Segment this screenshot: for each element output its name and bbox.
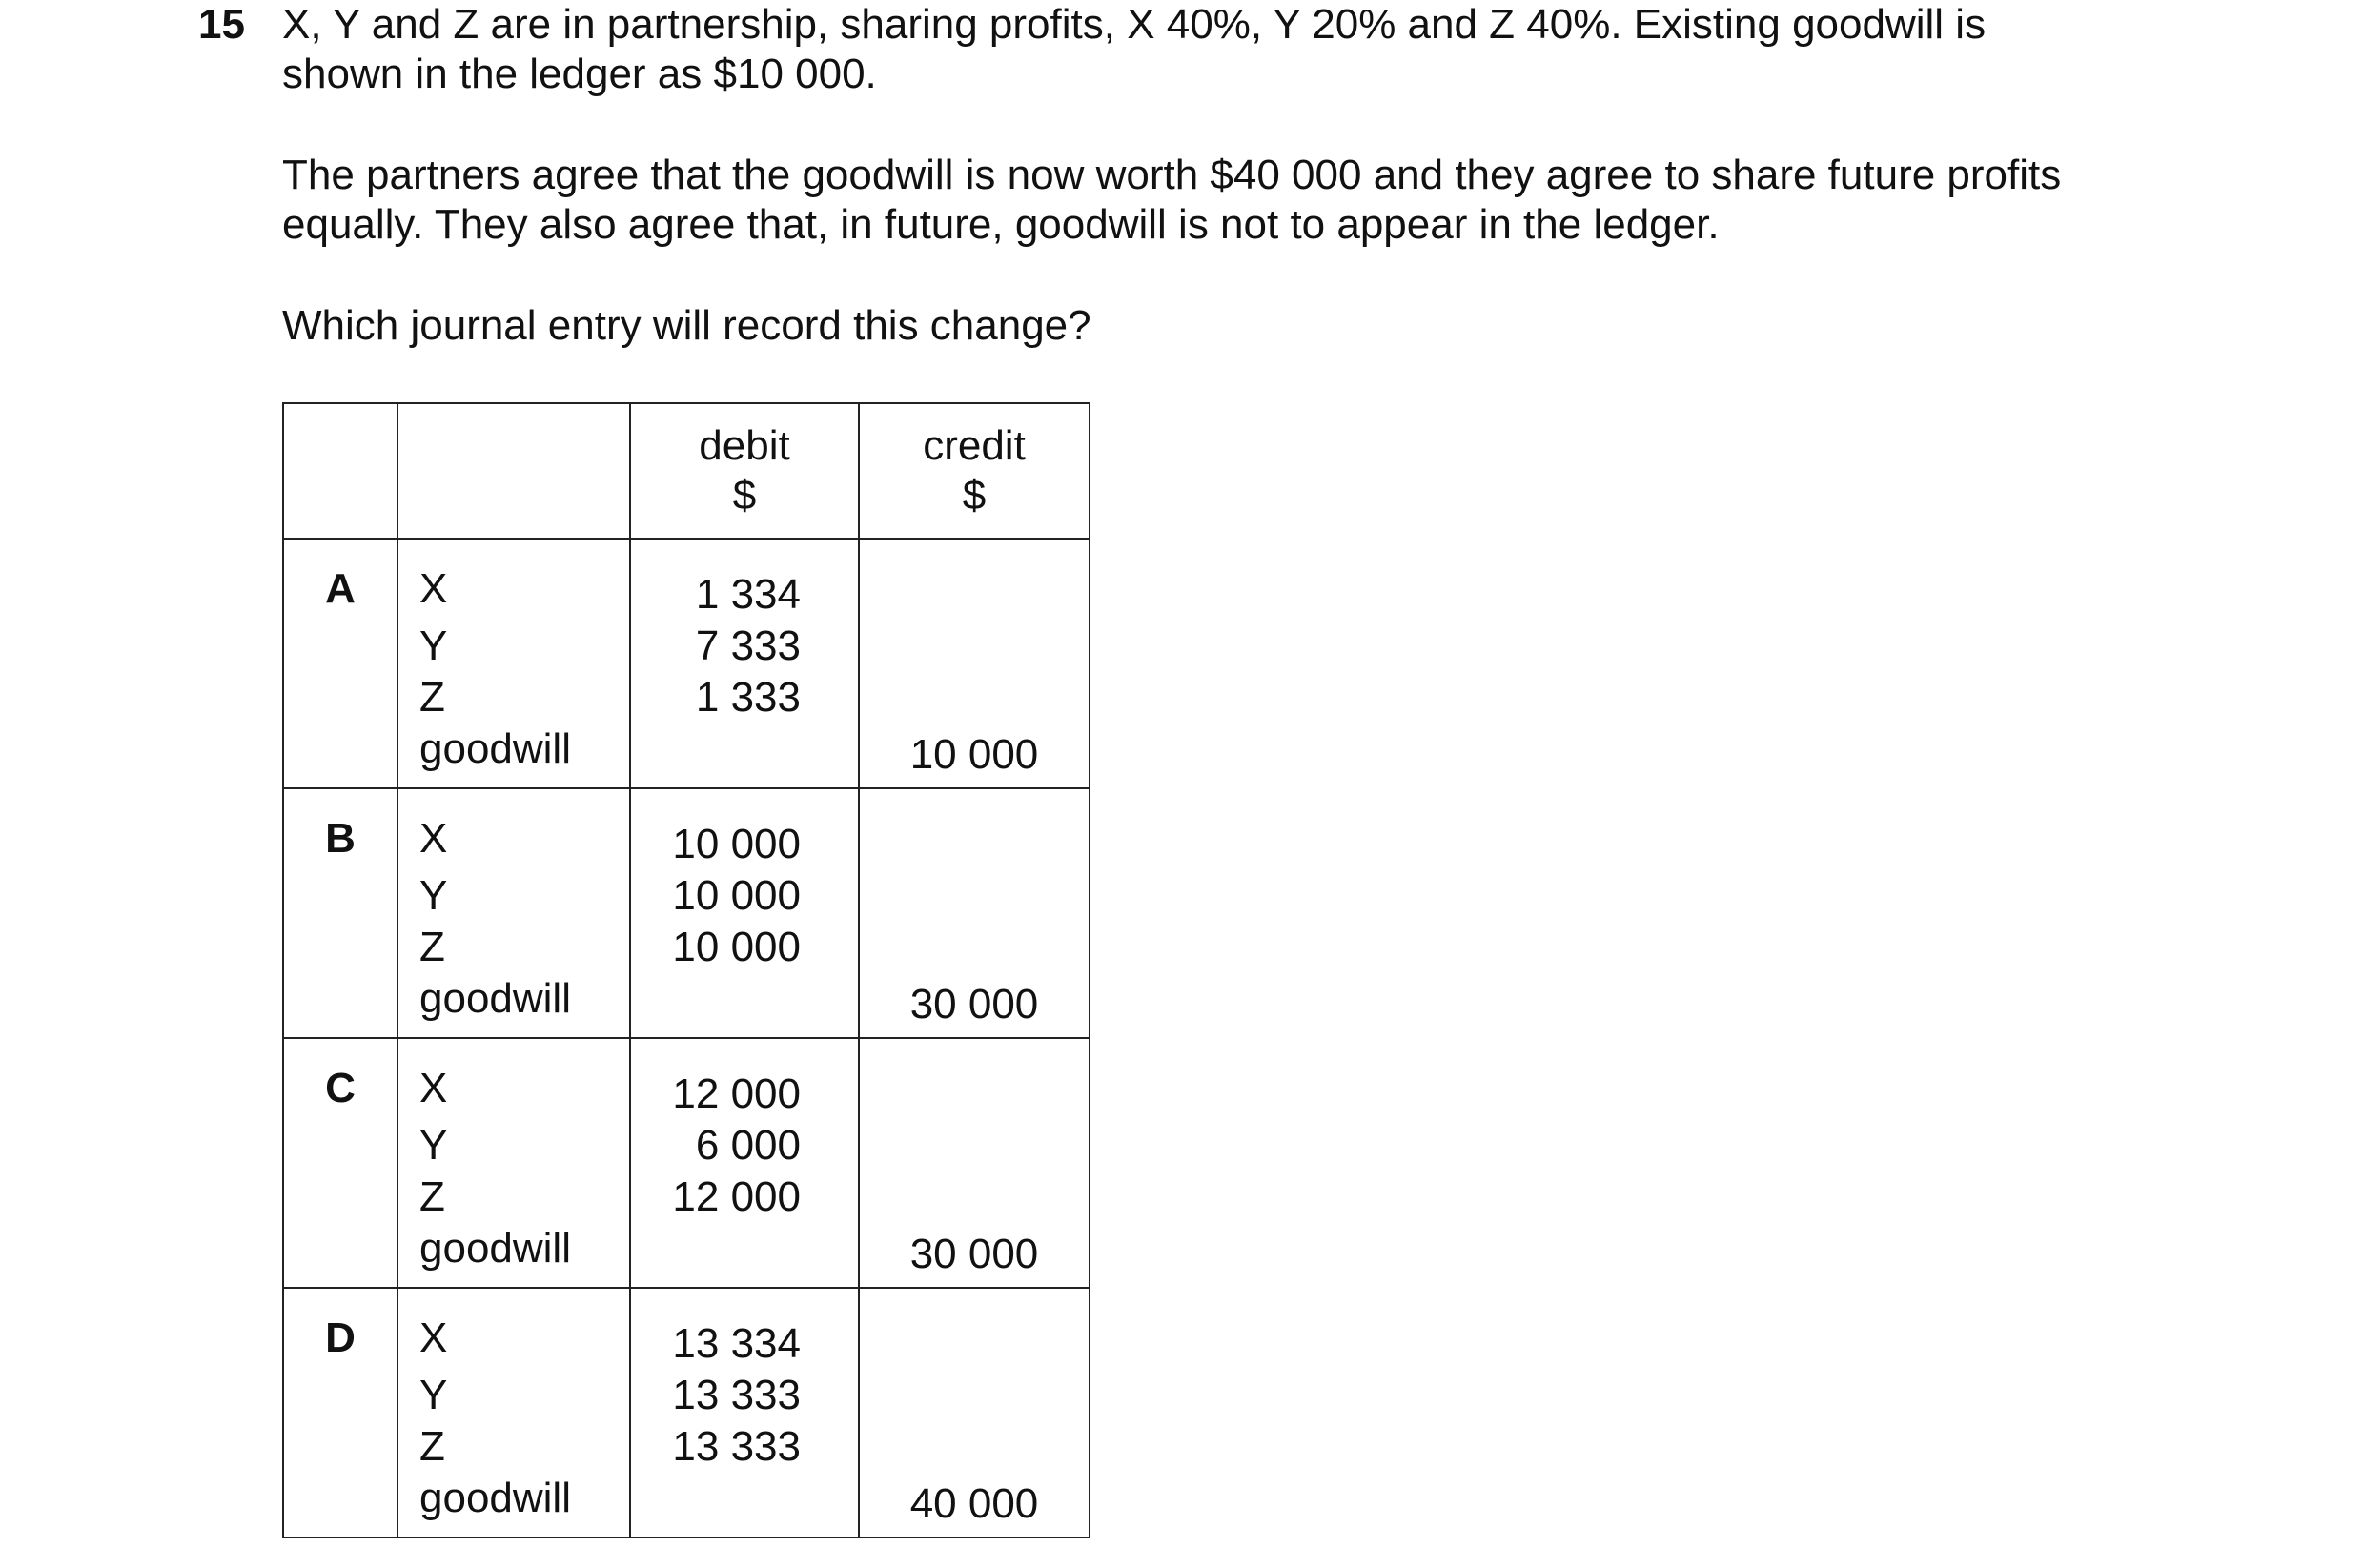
question-paragraph-1-line-2: shown in the ledger as $10 000. (282, 51, 877, 97)
option-debits (630, 1288, 859, 1537)
account-y: Y (419, 872, 448, 919)
debit-z: 10 000 (672, 924, 801, 970)
option-credit (859, 1038, 1090, 1288)
option-accounts (397, 788, 630, 1038)
account-goodwill: goodwill (419, 1225, 571, 1272)
question-paragraph-1-line-1: X, Y and Z are in partnership, sharing profits, X 40%, Y 20% and Z 40%. Existing goodwill is (282, 1, 1987, 48)
header-credit-label: credit (923, 422, 1026, 469)
debit-z: 1 333 (695, 674, 801, 721)
debit-y: 7 333 (695, 622, 801, 669)
credit-goodwill: 30 000 (909, 981, 1039, 1028)
account-z: Z (419, 1423, 445, 1470)
option-row-c[interactable] (283, 1038, 1090, 1288)
header-blank-letter (283, 403, 397, 539)
option-debits (630, 539, 859, 788)
account-z: Z (419, 924, 445, 970)
option-row-b[interactable] (283, 788, 1090, 1038)
question-number: 15 (198, 1, 245, 48)
account-x: X (419, 565, 448, 612)
debit-x: 12 000 (672, 1070, 801, 1117)
journal-options-table (282, 402, 1090, 1538)
option-row-d[interactable] (283, 1288, 1090, 1537)
option-credit (859, 788, 1090, 1038)
question-paragraph-2-line-2: equally. They also agree that, in future, goodwill is not to appear in the ledger. (282, 201, 1720, 248)
debit-y: 13 333 (672, 1372, 801, 1418)
account-x: X (419, 1065, 448, 1111)
header-credit (859, 403, 1090, 539)
account-z: Z (419, 1173, 445, 1220)
header-debit-label: debit (699, 422, 790, 469)
option-accounts (397, 1288, 630, 1537)
option-letter: D (283, 1288, 397, 1537)
account-goodwill: goodwill (419, 975, 571, 1022)
account-y: Y (419, 1122, 448, 1169)
header-blank-account (397, 403, 630, 539)
debit-y: 6 000 (695, 1122, 801, 1169)
credit-goodwill: 40 000 (909, 1480, 1039, 1527)
option-letter: B (283, 788, 397, 1038)
account-goodwill: goodwill (419, 1475, 571, 1521)
option-row-a[interactable] (283, 539, 1090, 788)
option-credit (859, 1288, 1090, 1537)
option-credit (859, 539, 1090, 788)
account-y: Y (419, 622, 448, 669)
account-x: X (419, 1314, 448, 1361)
credit-goodwill: 30 000 (909, 1231, 1039, 1277)
question-prompt: Which journal entry will record this change? (282, 302, 1091, 349)
header-debit-unit: $ (732, 472, 757, 519)
option-debits (630, 788, 859, 1038)
account-y: Y (419, 1372, 448, 1418)
option-letter: C (283, 1038, 397, 1288)
option-debits (630, 1038, 859, 1288)
option-accounts (397, 1038, 630, 1288)
debit-x: 13 334 (672, 1320, 801, 1367)
debit-y: 10 000 (672, 872, 801, 919)
table-header-row (283, 403, 1090, 539)
account-goodwill: goodwill (419, 725, 571, 772)
question-paragraph-2-line-1: The partners agree that the goodwill is now worth $40 000 and they agree to share future profits (282, 152, 2062, 198)
debit-z: 13 333 (672, 1423, 801, 1470)
option-letter: A (283, 539, 397, 788)
debit-x: 1 334 (695, 571, 801, 618)
header-debit (630, 403, 859, 539)
debit-x: 10 000 (672, 821, 801, 867)
header-credit-unit: $ (962, 472, 987, 519)
option-accounts (397, 539, 630, 788)
debit-z: 12 000 (672, 1173, 801, 1220)
credit-goodwill: 10 000 (909, 731, 1039, 778)
question-paragraph-2 (282, 151, 2173, 250)
account-x: X (419, 815, 448, 862)
account-z: Z (419, 674, 445, 721)
question-paragraph-1 (282, 0, 2173, 99)
